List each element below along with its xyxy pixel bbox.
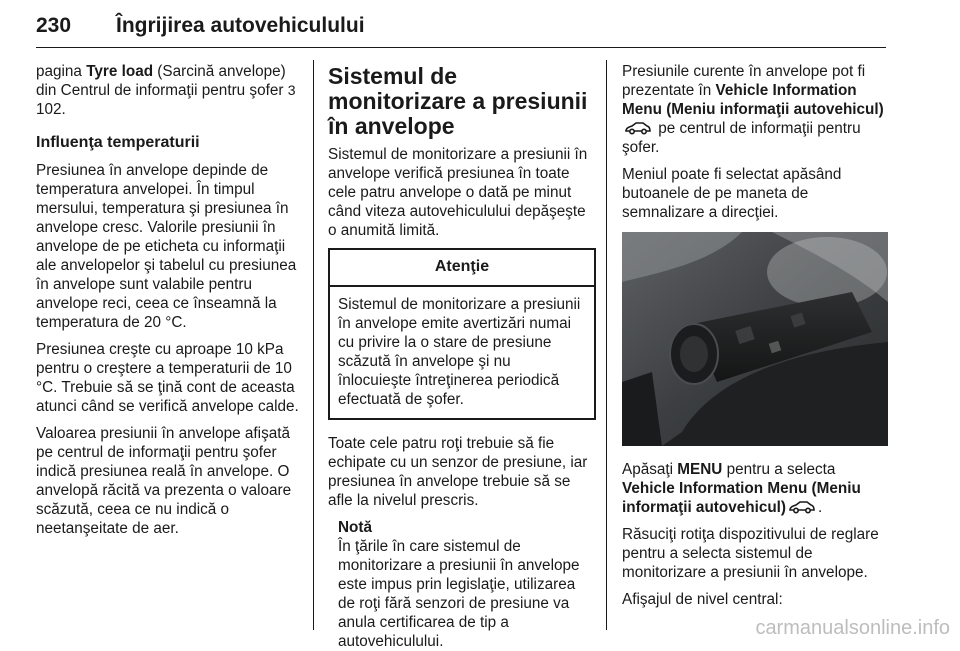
note-body: În ţările în care sistemul de monitorizare a presiunii în anvelope este impus prin legislaţie, utilizarea de roţi fără senzori de presiune va anula certificarea de tip a autovehiculului. <box>338 538 580 650</box>
column-divider-1 <box>313 60 314 630</box>
column-1 <box>36 62 304 546</box>
section-heading: Sistemul de monitorizare a presiunii în anvelope <box>328 63 588 139</box>
watermark-footer: carmanualsonline.info <box>755 617 950 639</box>
paragraph: Afişajul de nivel central: <box>622 591 783 608</box>
car-icon <box>788 500 816 514</box>
turn-signal-lever-photo <box>622 232 888 446</box>
page-reference-arrow-icon: 3 <box>287 82 296 98</box>
paragraph: Presiunea creşte cu aproape 10 kPa pentru o creştere a temperaturii de 10 °C. Trebuie să se ţină cont de aceasta atunci când se verifică anvelope calde. <box>36 341 299 415</box>
note-block <box>338 518 596 651</box>
paragraph: Meniul poate fi selectat apăsând butoanele de pe maneta de semnalizare a direcţiei. <box>622 166 842 221</box>
tyre-load-term: Tyre load <box>86 63 154 80</box>
column-divider-2 <box>606 60 607 630</box>
paragraph: Valoarea presiunii în anvelope afişată pe centrul de informaţii pentru şofer indică presiunea reală în anvelope. O anvelopă răcită va prezenta o valoare scăzută, ceea ce nu indică o neetanşeitate de aer. <box>36 425 292 537</box>
chapter-title: Îngrijirea autovehiculului <box>116 14 365 37</box>
page-reference[interactable]: 102. <box>36 101 66 118</box>
header-rule <box>36 47 886 48</box>
note-title: Notă <box>338 519 372 536</box>
menu-term: Vehicle Information Menu (Meniu informaţii autovehicul) <box>622 82 884 118</box>
warning-body: Sistemul de monitorizare a presiunii în anvelope emite avertizări numai cu privire la o stare de presiune scăzută în anvelope şi nu înlocuieşte întreţinerea periodică efectuată de şofer. <box>338 296 581 408</box>
intro-paragraph: pagina Tyre load (Sarcină anvelope) din Centrul de informaţii pentru şofer 3 102. <box>36 63 296 118</box>
page-number: 230 <box>36 14 72 37</box>
column-3 <box>622 62 888 617</box>
menu-button-label: MENU <box>677 461 723 478</box>
menu-term: Vehicle Information Menu (Meniu informaţii autovehicul) <box>622 480 861 516</box>
paragraph: Răsuciţi rotiţa dispozitivului de reglare pentru a selecta sistemul de monitorizare a presiunii în anvelope. <box>622 526 879 581</box>
paragraph: Toate cele patru roţi trebuie să fie echipate cu un senzor de presiune, iar presiunea în anvelope trebuie să se afle la nivelul prescris. <box>328 435 588 509</box>
car-icon <box>624 121 652 135</box>
paragraph: Presiunile curente în anvelope pot fi prezentate în Vehicle Information Menu (Meniu informaţii autovehicul) pe centrul de informaţii pentru şofer. <box>622 63 884 156</box>
temperature-heading: Influenţa temperaturii <box>36 134 200 151</box>
warning-box <box>328 248 596 420</box>
column-2 <box>328 62 596 651</box>
paragraph: Apăsaţi MENU pentru a selecta Vehicle Information Menu (Meniu informaţii autovehicul) . <box>622 461 861 516</box>
paragraph: Presiunea în anvelope depinde de temperatura anvelopei. În timpul mersului, temperatura şi presiunea în anvelope cresc. Valorile presiunii în anvelope de pe eticheta cu informaţii ale anvelopelor şi tabelul cu presiunea în anvelope sunt valabile pentru anvelope reci, ceea ce înseamnă la temperatura de 20 °C. <box>36 162 297 331</box>
warning-title: Atenţie <box>330 250 594 287</box>
paragraph: Sistemul de monitorizare a presiunii în anvelope verifică presiunea în toate cele patru anvelope o dată pe minut când viteza autovehiculului depăşeşte o anumită limită. <box>328 146 588 239</box>
page-header <box>36 14 886 44</box>
